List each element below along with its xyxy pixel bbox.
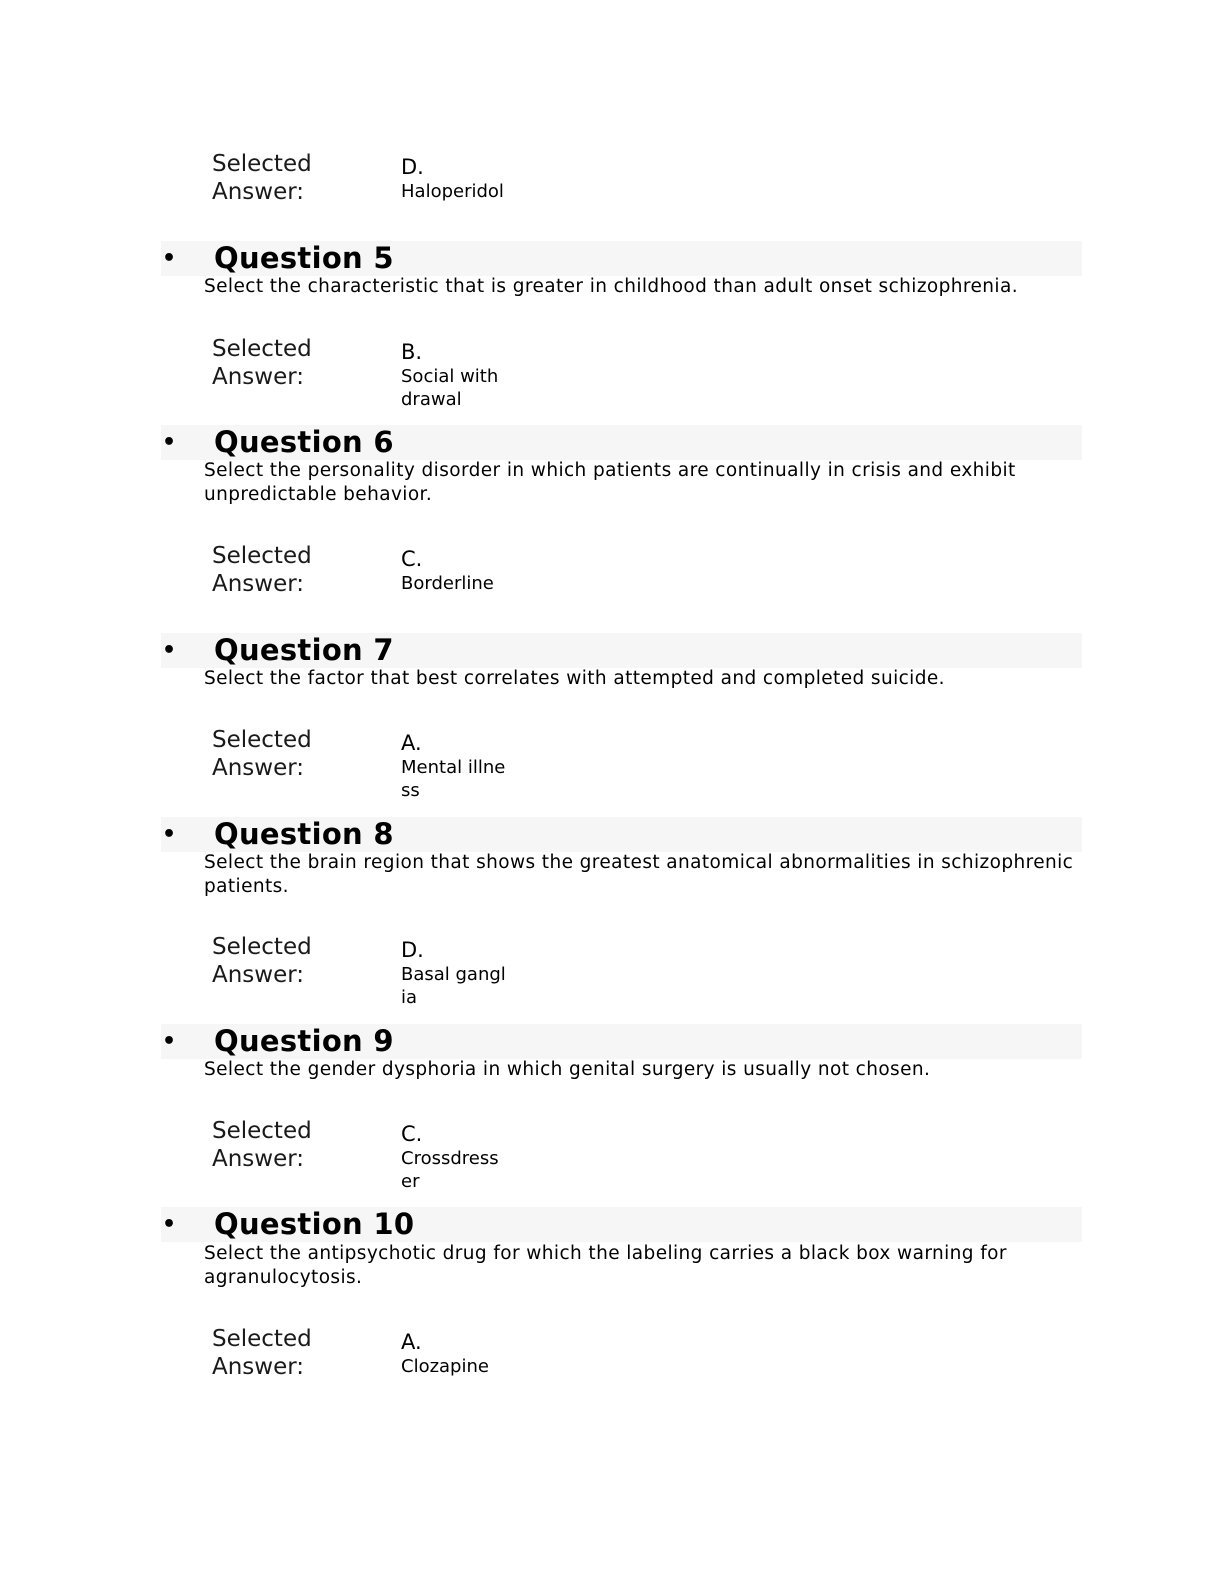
bullet-icon: • [162, 1212, 177, 1237]
answer-text: Mental illness [401, 757, 506, 801]
selected-answer-label-line1: Selected [212, 336, 312, 362]
question-text-8: Select the brain region that shows the greatest anatomical abnormalities in schizophrenic patients. [204, 852, 1074, 897]
selected-answer-label-line2: Answer: [212, 1146, 305, 1172]
answer-text: Clozapine [401, 1356, 489, 1377]
selected-answer-value [401, 546, 509, 595]
selected-answer-label-line2: Answer: [212, 1354, 305, 1380]
selected-answer-label-line2: Answer: [212, 755, 305, 781]
question-header-10 [161, 1207, 1082, 1242]
question-title: Question 7 [214, 633, 394, 667]
answer-block-q7 [212, 726, 512, 806]
answer-text: Social withdrawal [401, 366, 499, 410]
selected-answer-label [212, 1117, 382, 1173]
question-header-5 [161, 241, 1082, 276]
selected-answer-label-line1: Selected [212, 727, 312, 753]
bullet-icon: • [162, 638, 177, 663]
question-text-9: Select the gender dysphoria in which genital surgery is usually not chosen. [204, 1059, 931, 1080]
question-text-10: Select the antipsychotic drug for which the labeling carries a black box warning for agranulocytosis. [204, 1243, 1007, 1288]
selected-answer-label-line2: Answer: [212, 962, 305, 988]
question-text-6: Select the personality disorder in which patients are continually in crisis and exhibit unpredictable behavior. [204, 460, 1016, 505]
selected-answer-label [212, 150, 382, 206]
selected-answer-value [401, 154, 509, 203]
selected-answer-label-line1: Selected [212, 934, 312, 960]
selected-answer-label [212, 933, 382, 989]
selected-answer-value [401, 1329, 509, 1378]
question-title: Question 5 [214, 241, 394, 275]
answer-text: Haloperidol [401, 181, 504, 202]
selected-answer-value [401, 1121, 509, 1193]
question-header-7 [161, 633, 1082, 668]
bullet-icon: • [162, 430, 177, 455]
selected-answer-label-line1: Selected [212, 151, 312, 177]
selected-answer-value [401, 730, 509, 802]
selected-answer-label-line1: Selected [212, 543, 312, 569]
answer-letter: C. [401, 1122, 423, 1146]
selected-answer-label [212, 1325, 382, 1381]
bullet-icon: • [162, 246, 177, 271]
answer-letter: C. [401, 547, 423, 571]
bullet-icon: • [162, 1029, 177, 1054]
selected-answer-value [401, 339, 509, 411]
question-title: Question 8 [214, 817, 394, 851]
selected-answer-label-line1: Selected [212, 1118, 312, 1144]
selected-answer-label-line1: Selected [212, 1326, 312, 1352]
answer-block-q5 [212, 335, 512, 415]
answer-letter: A. [401, 731, 422, 755]
answer-letter: B. [401, 340, 423, 364]
question-title: Question 6 [214, 425, 394, 459]
answer-block-q4 [212, 150, 512, 230]
selected-answer-value [401, 937, 509, 1009]
answer-block-q6 [212, 542, 512, 622]
answer-block-q10 [212, 1325, 512, 1405]
answer-text: Borderline [401, 573, 494, 594]
question-title: Question 10 [214, 1207, 415, 1241]
answer-letter: D. [401, 938, 424, 962]
selected-answer-label [212, 335, 382, 391]
selected-answer-label [212, 542, 382, 598]
selected-answer-label-line2: Answer: [212, 364, 305, 390]
question-text-7: Select the factor that best correlates with attempted and completed suicide. [204, 668, 945, 689]
question-header-9 [161, 1024, 1082, 1059]
selected-answer-label-line2: Answer: [212, 179, 305, 205]
answer-block-q9 [212, 1117, 512, 1197]
answer-text: Basal ganglia [401, 964, 506, 1008]
selected-answer-label-line2: Answer: [212, 571, 305, 597]
answer-letter: A. [401, 1330, 422, 1354]
selected-answer-label [212, 726, 382, 782]
answer-letter: D. [401, 155, 424, 179]
bullet-icon: • [162, 822, 177, 847]
question-text-5: Select the characteristic that is greater in childhood than adult onset schizophrenia. [204, 276, 1018, 297]
question-header-8 [161, 817, 1082, 852]
question-header-6 [161, 425, 1082, 460]
answer-text: Crossdresser [401, 1148, 499, 1192]
answer-block-q8 [212, 933, 512, 1013]
question-title: Question 9 [214, 1024, 394, 1058]
